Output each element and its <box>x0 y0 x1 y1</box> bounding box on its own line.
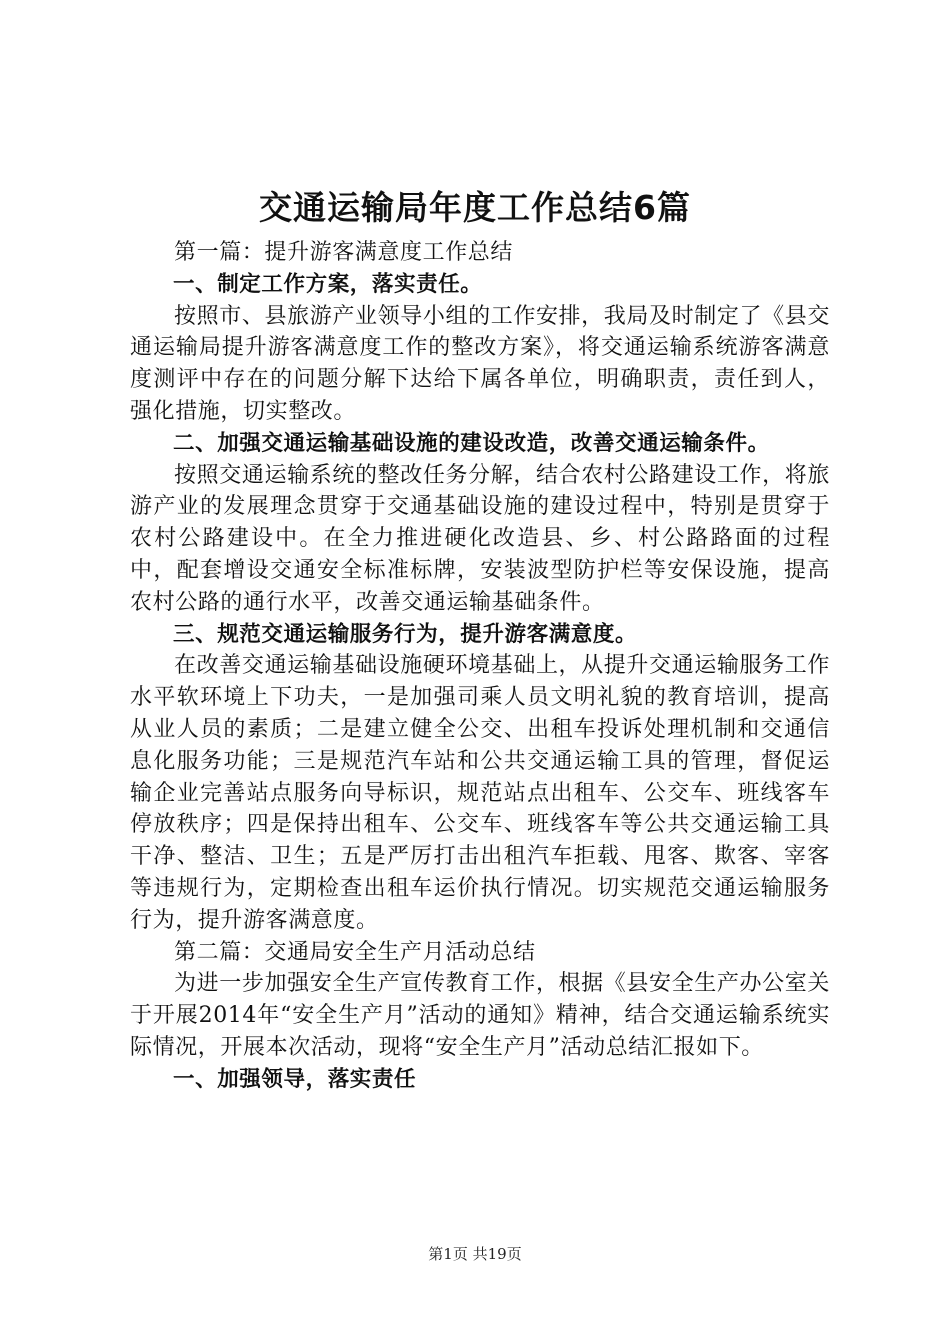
document-title: 交通运输局年度工作总结6篇 <box>259 188 691 227</box>
section-title: 第一篇：提升游客满意度工作总结 <box>174 240 514 265</box>
subheading: 三、规范交通运输服务行为，提升游客满意度。 <box>173 621 638 647</box>
body-paragraph: 为进一步加强安全生产宣传教育工作，根据《县安全生产办公室关于开展2014年“安全生产月”活动的通知》精神，结合交通运输系统实际情况，开展本次活动，现将“安全生产月”活动总结汇报如下。 <box>130 971 830 1060</box>
body-paragraph: 按照市、县旅游产业领导小组的工作安排，我局及时制定了《县交通运输局提升游客满意度工作的整改方案》，将交通运输系统游客满意度测评中存在的问题分解下达给下属各单位，明确职责，责任到人，强化措施，切实整改。 <box>130 303 830 424</box>
subheading: 一、制定工作方案，落实责任。 <box>173 271 483 297</box>
page-number-footer: 第1页 共19页 <box>428 1245 522 1263</box>
section-title: 第二篇：交通局安全生产月活动总结 <box>174 939 536 965</box>
subheading: 二、加强交通运输基础设施的建设改造，改善交通运输条件。 <box>173 430 770 456</box>
document-body <box>130 237 830 1096</box>
body-paragraph: 按照交通运输系统的整改任务分解，结合农村公路建设工作，将旅游产业的发展理念贯穿于交通基础设施的建设过程中，特别是贯穿于农村公路建设中。在全力推进硬化改造县、乡、村公路路面的过程中，配套增设交通安全标准标牌，安装波型防护栏等安保设施，提高农村公路的通行水平，改善交通运输基础条件。 <box>130 462 830 615</box>
subheading: 一、加强领导，落实责任 <box>173 1066 417 1092</box>
body-paragraph: 在改善交通运输基础设施硬环境基础上，从提升交通运输服务工作水平软环境上下功夫，一是加强司乘人员文明礼貌的教育培训，提高从业人员的素质；二是建立健全公交、出租车投诉处理机制和交通信息化服务功能；三是规范汽车站和公共交通运输工具的管理，督促运输企业完善站点服务向导标识，规范站点出租车、公交车、班线客车停放秩序；四是保持出租车、公交车、班线客车等公共交通运输工具干净、整洁、卫生；五是严厉打击出租汽车拒载、甩客、欺客、宰客等违规行为，定期检查出租车运价执行情况。切实规范交通运输服务行为，提升游客满意度。 <box>130 653 830 933</box>
